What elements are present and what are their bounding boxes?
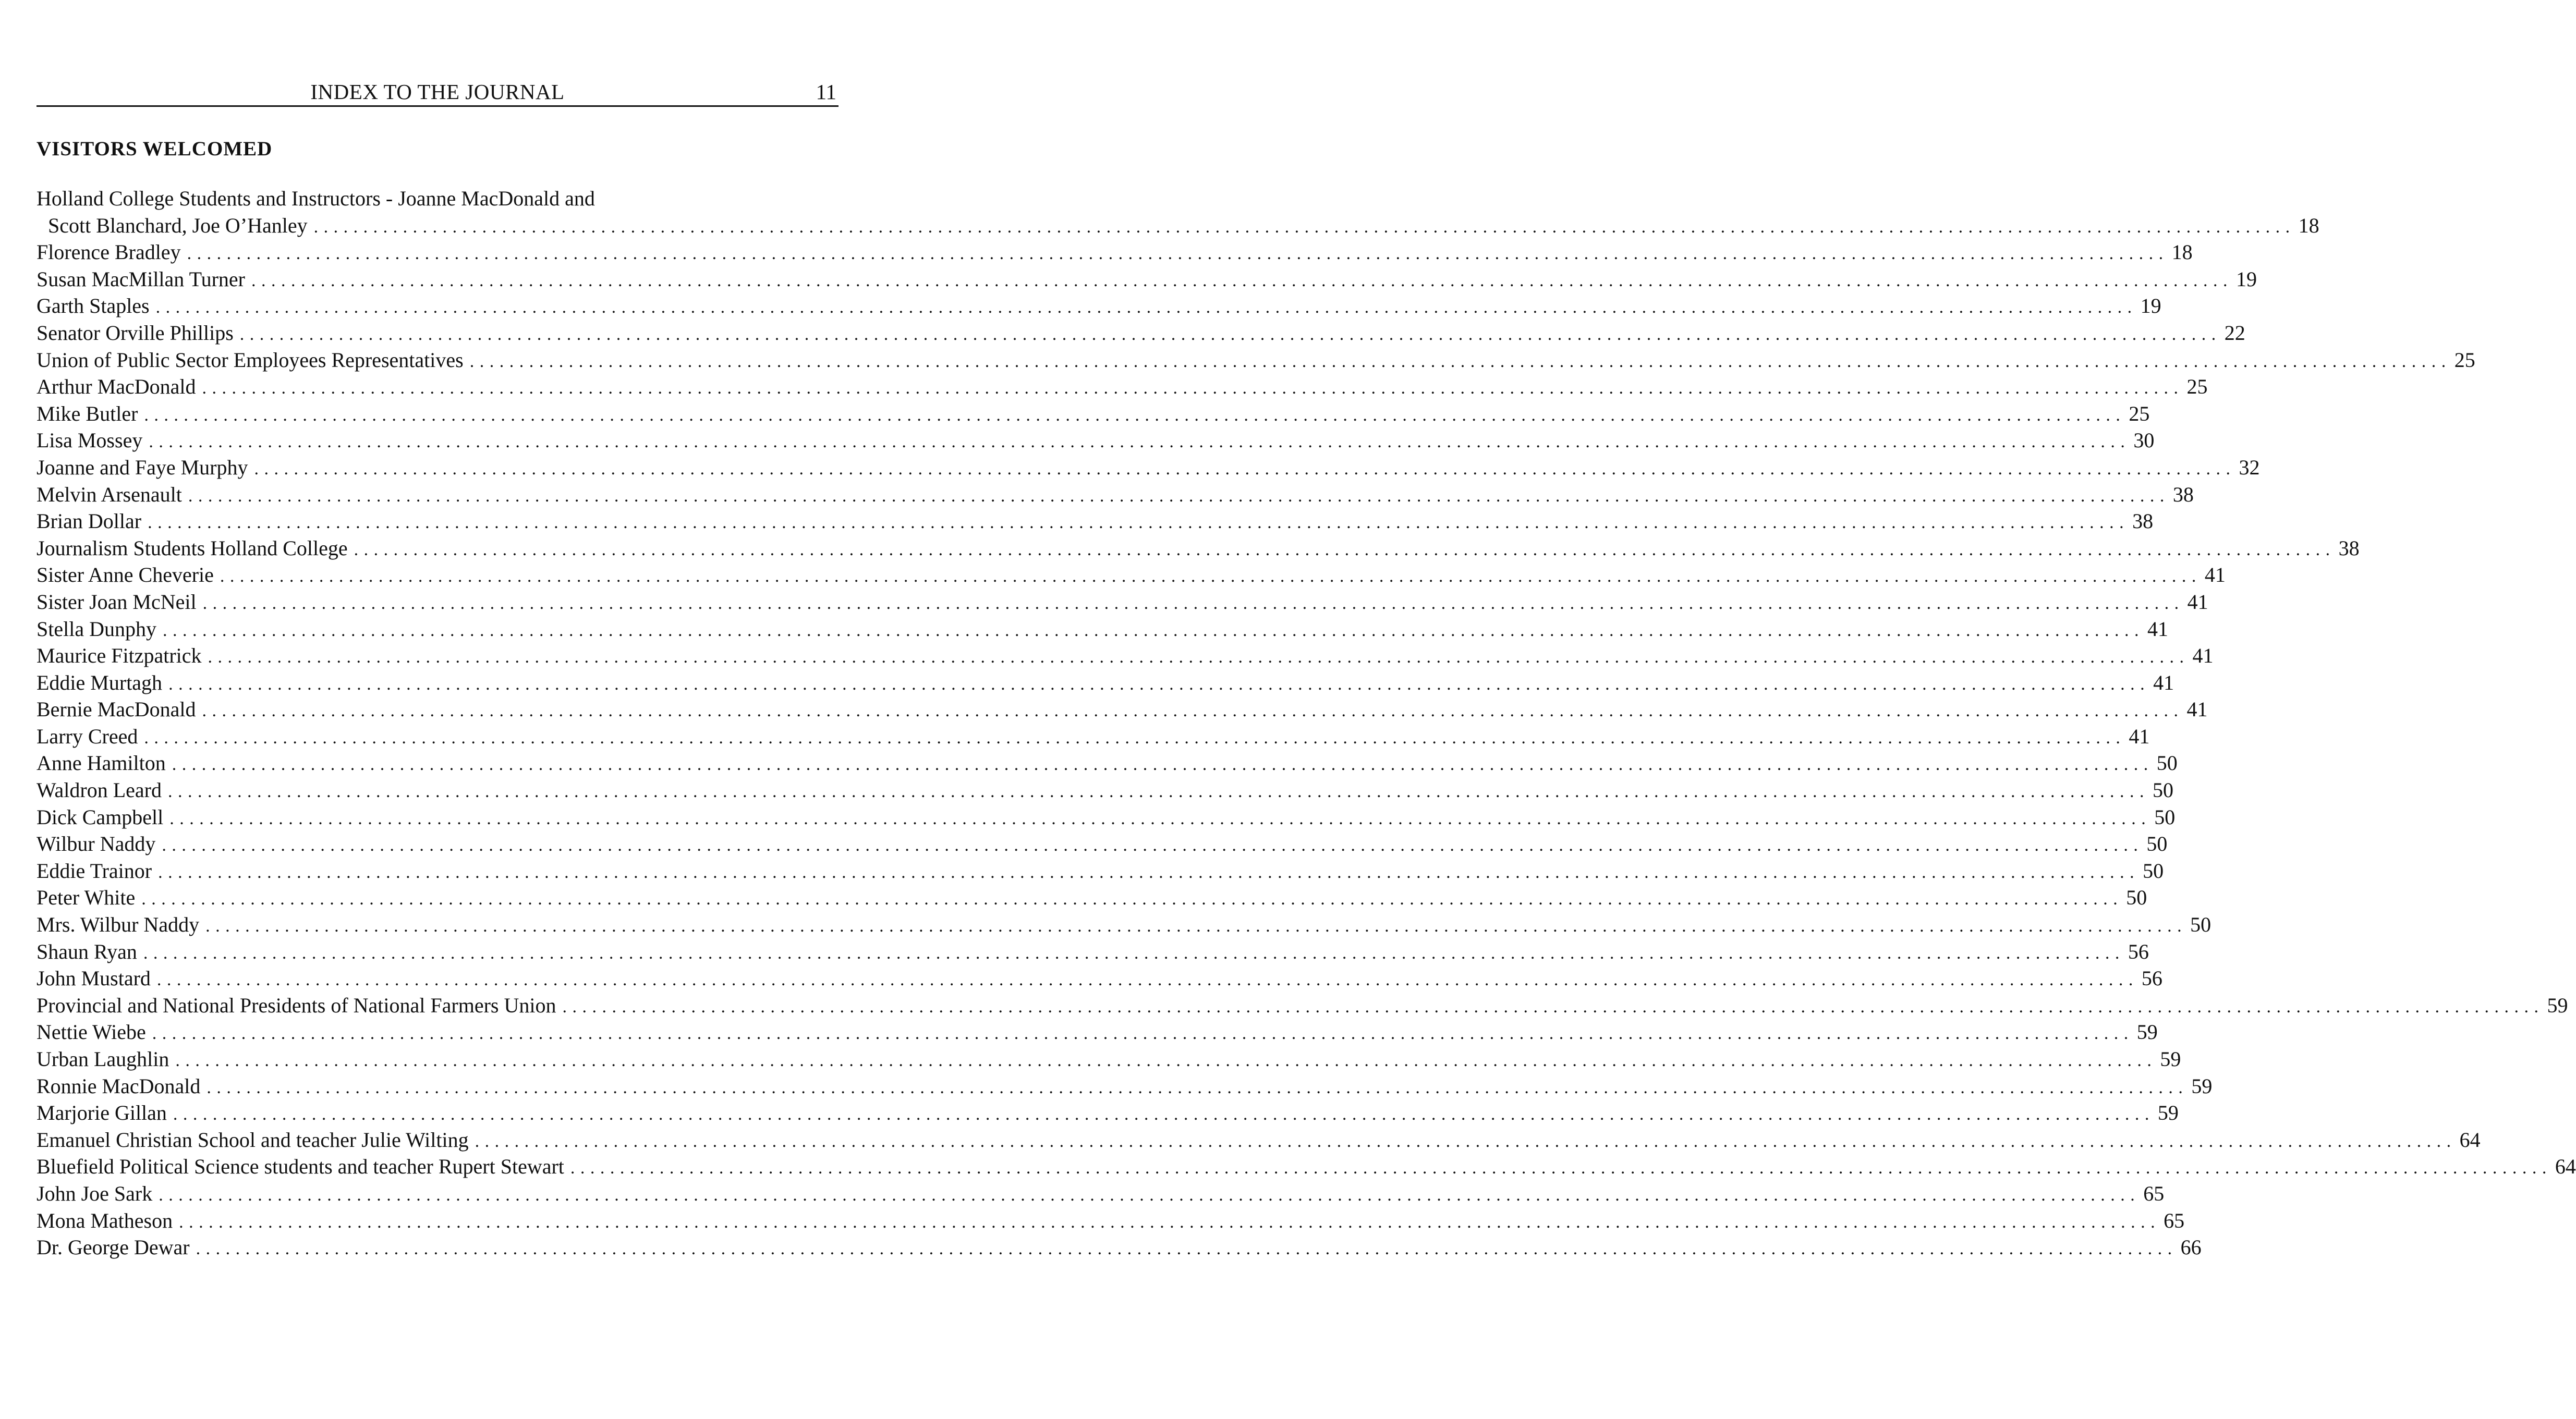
index-entry-name: Eddie Trainor (37, 859, 152, 883)
index-entry (37, 669, 2174, 696)
index-entry (37, 1180, 2165, 1207)
index-entry-page: 25 (2186, 375, 2208, 399)
index-entry-page: 41 (2204, 563, 2226, 587)
index-entry (37, 616, 2168, 643)
index-entry-name: Stella Dunphy (37, 617, 156, 641)
dot-leader: ........................................................................................................................................................................................................ (156, 970, 2138, 990)
index-entry-page: 50 (2154, 805, 2176, 829)
index-entry-page: 59 (2157, 1101, 2179, 1125)
index-entry (37, 266, 2257, 293)
index-entry-name: John Joe Sark (37, 1181, 153, 1205)
index-entry-name: Brian Dollar (37, 509, 142, 533)
section-heading: VISITORS WELCOMED (37, 138, 273, 160)
dot-leader: ........................................................................................................................................................................................................ (162, 836, 2144, 855)
dot-leader: ........................................................................................................................................................................................................ (206, 1078, 2189, 1097)
index-entry-page: 18 (2298, 213, 2319, 237)
index-entry-name: Dr. George Dewar (37, 1235, 190, 1259)
dot-leader: ........................................................................................................................................................................................................ (254, 459, 2236, 479)
index-entry (37, 911, 2212, 938)
index-entry-page: 32 (2239, 455, 2260, 479)
index-entry-name: Dick Campbell (37, 805, 164, 829)
index-entry (37, 373, 2208, 400)
dot-leader: ........................................................................................................................................................................................................ (172, 755, 2154, 775)
index-entry-name: Scott Blanchard, Joe O’Hanley (48, 213, 308, 237)
index-entry-page: 50 (2126, 886, 2147, 910)
index-entry (37, 1019, 2158, 1046)
index-entry (37, 454, 2260, 481)
dot-leader: ........................................................................................................................................................................................................ (152, 1024, 2134, 1044)
index-entry-name: Sister Anne Cheverie (37, 563, 214, 587)
index-entry-name: Lisa Mossey (37, 429, 143, 452)
index-entry-page: 59 (2136, 1020, 2158, 1044)
index-entry-page: 41 (2192, 644, 2214, 668)
dot-leader: ........................................................................................................................................................................................................ (313, 217, 2295, 237)
index-entry (37, 642, 2214, 669)
index-entry (37, 292, 2161, 320)
index-entry (37, 589, 2208, 616)
dot-leader: ........................................................................................................................................................................................................ (168, 674, 2150, 694)
index-entry-name: Peter White (37, 886, 136, 910)
index-entry (37, 535, 2360, 562)
index-entry-page: 64 (2459, 1128, 2481, 1152)
dot-leader: ........................................................................................................................................................................................................ (202, 378, 2184, 398)
dot-leader: ........................................................................................................................................................................................................ (158, 862, 2140, 882)
index-entry (37, 1153, 2576, 1180)
index-entry-page: 59 (2160, 1047, 2181, 1071)
dot-leader: ........................................................................................................................................................................................................ (570, 1158, 2552, 1178)
index-entry-page: 50 (2153, 778, 2173, 802)
index-entry-page: 59 (2191, 1074, 2213, 1098)
index-entry-page: 50 (2190, 913, 2212, 937)
index-entry-name: Eddie Murtagh (37, 670, 163, 694)
dot-leader: ........................................................................................................................................................................................................ (354, 540, 2336, 559)
index-entry-name: Wilbur Naddy (37, 832, 156, 856)
index-entry-name: Maurice Fitzpatrick (37, 644, 202, 668)
dot-leader: ........................................................................................................................................................................................................ (196, 1239, 2178, 1259)
dot-leader: ........................................................................................................................................................................................................ (251, 271, 2233, 290)
index-entry (37, 777, 2173, 804)
index-entry-name: Larry Creed (37, 724, 138, 748)
index-entry-page: 25 (2129, 401, 2150, 425)
index-entry-page: 41 (2187, 590, 2208, 614)
index-entry-page: 66 (2180, 1235, 2202, 1259)
dot-leader: ........................................................................................................................................................................................................ (205, 916, 2188, 936)
index-entry (37, 1046, 2181, 1073)
index-entry (37, 1234, 2202, 1261)
index-entry-page: 41 (2129, 724, 2150, 748)
index-entry-page: 41 (2186, 698, 2208, 721)
index-entry (37, 1207, 2185, 1234)
index-entry (37, 750, 2178, 777)
index-entry (37, 830, 2168, 858)
index-entry (37, 239, 2193, 266)
index-entry-name: Joanne and Faye Murphy (37, 455, 248, 479)
index-entry (37, 938, 2149, 965)
index-entry (37, 481, 2194, 508)
index-entry (37, 561, 2226, 589)
index-entry-page: 18 (2171, 240, 2193, 264)
index-entry-page: 38 (2338, 536, 2360, 560)
dot-leader: ........................................................................................................................................................................................................ (175, 1051, 2157, 1070)
index-entry-page: 19 (2140, 294, 2161, 318)
index-entry-page: 50 (2143, 859, 2164, 883)
index-entry-page: 41 (2147, 617, 2168, 641)
dot-leader: ........................................................................................................................................................................................................ (188, 486, 2170, 506)
index-entry (37, 992, 2568, 1019)
dot-leader: ........................................................................................................................................................................................................ (187, 244, 2169, 264)
dot-leader: ........................................................................................................................................................................................................ (202, 701, 2184, 721)
index-entry-first-line: Holland College Students and Instructors - Joanne MacDonald and (37, 187, 595, 210)
dot-leader: ........................................................................................................................................................................................................ (143, 943, 2125, 963)
index-entry-page: 59 (2547, 993, 2568, 1017)
index-entry-name: Emanuel Christian School and teacher Julie Wilting (37, 1128, 469, 1152)
index-entry-name: Union of Public Sector Employees Representatives (37, 348, 464, 372)
index-entry (37, 858, 2164, 885)
dot-leader: ........................................................................................................................................................................................................ (208, 647, 2190, 667)
page-number: 11 (816, 80, 836, 104)
index-entry-name: Mrs. Wilbur Naddy (37, 913, 200, 937)
index-entry-page: 38 (2172, 482, 2194, 506)
index-entry-name: Anne Hamilton (37, 751, 166, 775)
index-entry-name: Ronnie MacDonald (37, 1074, 201, 1098)
index-entry-page: 64 (2555, 1155, 2576, 1179)
dot-leader: ........................................................................................................................................................................................................ (168, 782, 2149, 802)
index-entry-name: Waldron Leard (37, 778, 162, 802)
index-entry-page: 19 (2236, 267, 2257, 291)
index-entry (37, 508, 2154, 535)
index-entry-name: Marjorie Gillan (37, 1101, 167, 1125)
index-entry (37, 696, 2208, 723)
index-entry-page: 65 (2164, 1208, 2185, 1232)
index-entry-name: Bernie MacDonald (37, 698, 196, 721)
running-title: INDEX TO THE JOURNAL (310, 80, 565, 104)
index-entry-page: 22 (2224, 321, 2245, 345)
index-entry-page: 50 (2156, 751, 2178, 775)
index-entry-page: 41 (2153, 670, 2174, 694)
index-entry-name: Garth Staples (37, 294, 150, 318)
index-entry-name: Urban Laughlin (37, 1047, 169, 1071)
index-entry-name: Journalism Students Holland College (37, 536, 348, 560)
index-entry (37, 427, 2155, 454)
index-entry-page: 25 (2454, 348, 2475, 372)
index-entry-name: Melvin Arsenault (37, 482, 182, 506)
dot-leader: ........................................................................................................................................................................................................ (202, 593, 2184, 613)
index-entry-name: Bluefield Political Science students and teacher Rupert Stewart (37, 1155, 564, 1179)
index-entry (37, 1073, 2213, 1100)
dot-leader: ........................................................................................................................................................................................................ (173, 1105, 2155, 1124)
dot-leader: ........................................................................................................................................................................................................ (141, 889, 2123, 909)
index-entry-name: John Mustard (37, 967, 151, 990)
dot-leader: ........................................................................................................................................................................................................ (469, 351, 2451, 371)
index-entry-continuation (37, 212, 2319, 239)
dot-leader: ........................................................................................................................................................................................................ (220, 567, 2202, 586)
index-entry-name: Nettie Wiebe (37, 1020, 146, 1044)
index-entry (37, 965, 2162, 992)
index-entry (37, 804, 2176, 831)
index-entry (37, 1099, 2179, 1127)
dot-leader: ........................................................................................................................................................................................................ (169, 809, 2152, 828)
index-entry-page: 56 (2141, 967, 2162, 990)
index-entry-name: Susan MacMillan Turner (37, 267, 245, 291)
index-entry (37, 1127, 2481, 1154)
index-entry-page: 50 (2146, 832, 2168, 856)
dot-leader: ........................................................................................................................................................................................................ (144, 405, 2126, 425)
index-entry (37, 400, 2150, 427)
index-entry (37, 320, 2245, 347)
index-entry-page: 56 (2128, 939, 2149, 963)
dot-leader: ........................................................................................................................................................................................................ (239, 324, 2221, 344)
dot-leader: ........................................................................................................................................................................................................ (159, 1185, 2141, 1205)
dot-leader: ........................................................................................................................................................................................................ (562, 997, 2544, 1017)
index-entry-name: Mona Matheson (37, 1208, 173, 1232)
index-entry-page: 65 (2143, 1181, 2165, 1205)
index-entry (37, 723, 2150, 750)
index-entry-name: Sister Joan McNeil (37, 590, 197, 614)
dot-leader: ........................................................................................................................................................................................................ (148, 513, 2130, 533)
dot-leader: ........................................................................................................................................................................................................ (162, 620, 2144, 640)
dot-leader: ........................................................................................................................................................................................................ (475, 1131, 2457, 1151)
index-entry-list (37, 185, 2576, 1261)
index-entry (37, 884, 2147, 911)
index-entry-page: 30 (2133, 429, 2155, 452)
index-entry (37, 347, 2475, 374)
index-entry-name: Arthur MacDonald (37, 375, 196, 399)
index-entry-name: Provincial and National Presidents of National Farmers Union (37, 993, 556, 1017)
page-header (37, 78, 839, 107)
dot-leader: ........................................................................................................................................................................................................ (155, 298, 2137, 317)
dot-leader: ........................................................................................................................................................................................................ (144, 728, 2126, 748)
index-entry-name: Mike Butler (37, 401, 138, 425)
index-entry-name: Senator Orville Phillips (37, 321, 234, 345)
index-entry-name: Florence Bradley (37, 240, 181, 264)
dot-leader: ........................................................................................................................................................................................................ (149, 432, 2131, 452)
index-entry-name: Shaun Ryan (37, 939, 137, 963)
index-entry-page: 38 (2132, 509, 2154, 533)
dot-leader: ........................................................................................................................................................................................................ (179, 1212, 2161, 1232)
